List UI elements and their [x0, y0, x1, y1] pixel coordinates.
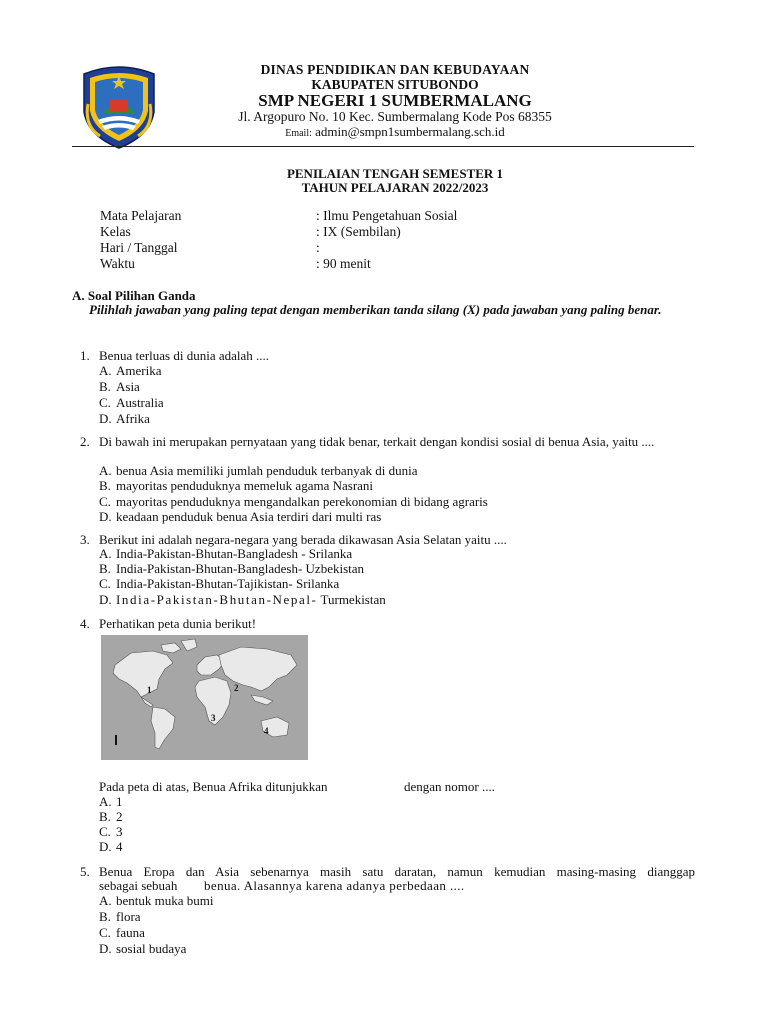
school-address: Jl. Argopuro No. 10 Kec. Sumbermalang Kode Pos 68355 — [238, 109, 552, 124]
question-number: 2. — [80, 434, 90, 449]
exam-title: PENILAIAN TENGAH SEMESTER 1 — [286, 166, 504, 181]
question-text-line2-start: sebagai sebuah — [99, 878, 178, 893]
question-text: Perhatikan peta dunia berikut! — [99, 616, 257, 631]
email-label: Email: — [285, 128, 312, 139]
option-text-end: Turmekistan — [317, 592, 386, 607]
info-key: Kelas — [100, 224, 131, 239]
option-text: 3 — [116, 824, 123, 839]
option-letter: C. — [99, 925, 111, 940]
option-letter: D. — [99, 411, 112, 426]
option-a — [99, 363, 161, 379]
option-letter: D. — [99, 592, 112, 607]
option-d — [99, 941, 186, 957]
option-d — [99, 411, 150, 427]
option-text: 4 — [116, 839, 123, 854]
question-text-continued: Pada peta di atas, Benua Afrika ditunjukkan — [99, 779, 328, 794]
option-text: Afrika — [116, 411, 150, 426]
agency-name: DINAS PENDIDIKAN DAN KEBUDAYAAN — [260, 62, 530, 77]
option-letter: A. — [99, 794, 112, 809]
section-title: A. Soal Pilihan Ganda — [72, 288, 196, 303]
option-letter: B. — [99, 809, 111, 824]
map-number-label: 3 — [211, 713, 216, 723]
option-c — [99, 494, 488, 510]
option-text: benua Asia memiliki jumlah penduduk terbanyak di dunia — [116, 463, 418, 478]
school-email: admin@smpn1sumbermalang.sch.id — [315, 124, 505, 139]
option-letter: A. — [99, 363, 112, 378]
option-b — [99, 379, 140, 395]
option-letter: D. — [99, 839, 112, 854]
option-a — [99, 463, 417, 479]
option-c — [99, 824, 123, 840]
option-d — [99, 509, 381, 525]
option-text: fauna — [116, 925, 145, 940]
option-text: sosial budaya — [116, 941, 187, 956]
option-a — [99, 893, 214, 909]
option-c — [99, 925, 145, 941]
option-letter: B. — [99, 561, 111, 576]
option-d — [99, 592, 386, 608]
info-value: : IX (Sembilan) — [316, 224, 401, 239]
option-text: India-Pakistan-Bhutan-Bangladesh - Srilanka — [116, 546, 353, 561]
academic-year: TAHUN PELAJARAN 2022/2023 — [301, 180, 489, 195]
question-number: 3. — [80, 532, 90, 547]
map-number-label: 2 — [234, 683, 239, 693]
option-text: Asia — [116, 379, 140, 394]
info-value: : — [316, 240, 320, 255]
school-email-line — [190, 124, 600, 140]
option-letter: B. — [99, 379, 111, 394]
question-text: Di bawah ini merupakan pernyataan yang tidak benar, terkait dengan kondisi sosial di benua Asia, yaitu .... — [99, 434, 655, 449]
option-letter: C. — [99, 395, 111, 410]
map-number-label: 1 — [147, 685, 152, 695]
option-text: Amerika — [116, 363, 162, 378]
option-a — [99, 546, 352, 562]
option-text: India-Pakistan-Bhutan-Tajikistan- Srilanka — [116, 576, 340, 591]
option-letter: C. — [99, 576, 111, 591]
info-row-date — [100, 240, 320, 256]
school-name: SMP NEGERI 1 SUMBERMALANG — [258, 91, 532, 110]
option-a — [99, 794, 123, 810]
info-key: Hari / Tanggal — [100, 240, 178, 255]
info-value: : Ilmu Pengetahuan Sosial — [316, 208, 458, 223]
option-text: keadaan penduduk benua Asia terdiri dari multi ras — [116, 509, 382, 524]
question-text-continued-end: dengan nomor .... — [404, 779, 495, 794]
option-letter: A. — [99, 893, 112, 908]
question-text: Benua Eropa dan Asia sebenarnya masih satu daratan, namun kemudian masing-masing dianggap — [99, 864, 695, 879]
option-text: Australia — [116, 395, 164, 410]
option-letter: B. — [99, 909, 111, 924]
info-row-time — [100, 256, 371, 272]
option-text: 2 — [116, 809, 123, 824]
option-b — [99, 809, 123, 825]
question-text-line2-end: benua. Alasannya karena adanya perbedaan .... — [204, 878, 465, 893]
option-c — [99, 395, 164, 411]
section-instruction: Pilihlah jawaban yang paling tepat dengan memberikan tanda silang (X) pada jawaban yang paling benar. — [89, 302, 662, 317]
option-letter: C. — [99, 824, 111, 839]
question-number: 5. — [80, 864, 90, 879]
option-text: 1 — [116, 794, 123, 809]
option-c — [99, 576, 339, 592]
option-text: India-Pakistan-Bhutan-Nepal- — [116, 592, 318, 607]
option-text: mayoritas penduduknya memeluk agama Nasrani — [116, 478, 374, 493]
option-text: bentuk muka bumi — [116, 893, 214, 908]
option-d — [99, 839, 123, 855]
question-text: Benua terluas di dunia adalah .... — [99, 348, 270, 363]
option-letter: D. — [99, 941, 112, 956]
option-letter: D. — [99, 509, 112, 524]
option-b — [99, 561, 364, 577]
question-number: 4. — [80, 616, 90, 631]
option-letter: C. — [99, 494, 111, 509]
info-row-class — [100, 224, 401, 240]
info-row-subject — [100, 208, 457, 224]
info-key: Waktu — [100, 256, 135, 271]
option-b — [99, 478, 373, 494]
regency-name: KABUPATEN SITUBONDO — [311, 77, 479, 92]
info-value: : 90 menit — [316, 256, 371, 271]
option-letter: A. — [99, 463, 112, 478]
option-text: flora — [116, 909, 141, 924]
option-b — [99, 909, 141, 925]
option-letter: A. — [99, 546, 112, 561]
option-letter: B. — [99, 478, 111, 493]
option-text: mayoritas penduduknya mengandalkan perekonomian di bidang agraris — [116, 494, 488, 509]
question-number: 1. — [80, 348, 90, 363]
question-text: Berikut ini adalah negara-negara yang berada dikawasan Asia Selatan yaitu .... — [99, 532, 507, 547]
map-number-label: 4 — [264, 726, 269, 736]
regency-emblem-logo — [80, 64, 158, 150]
option-text: India-Pakistan-Bhutan-Bangladesh- Uzbekistan — [116, 561, 365, 576]
info-key: Mata Pelajaran — [100, 208, 182, 223]
world-map-image — [101, 635, 308, 760]
header-divider — [72, 146, 694, 147]
